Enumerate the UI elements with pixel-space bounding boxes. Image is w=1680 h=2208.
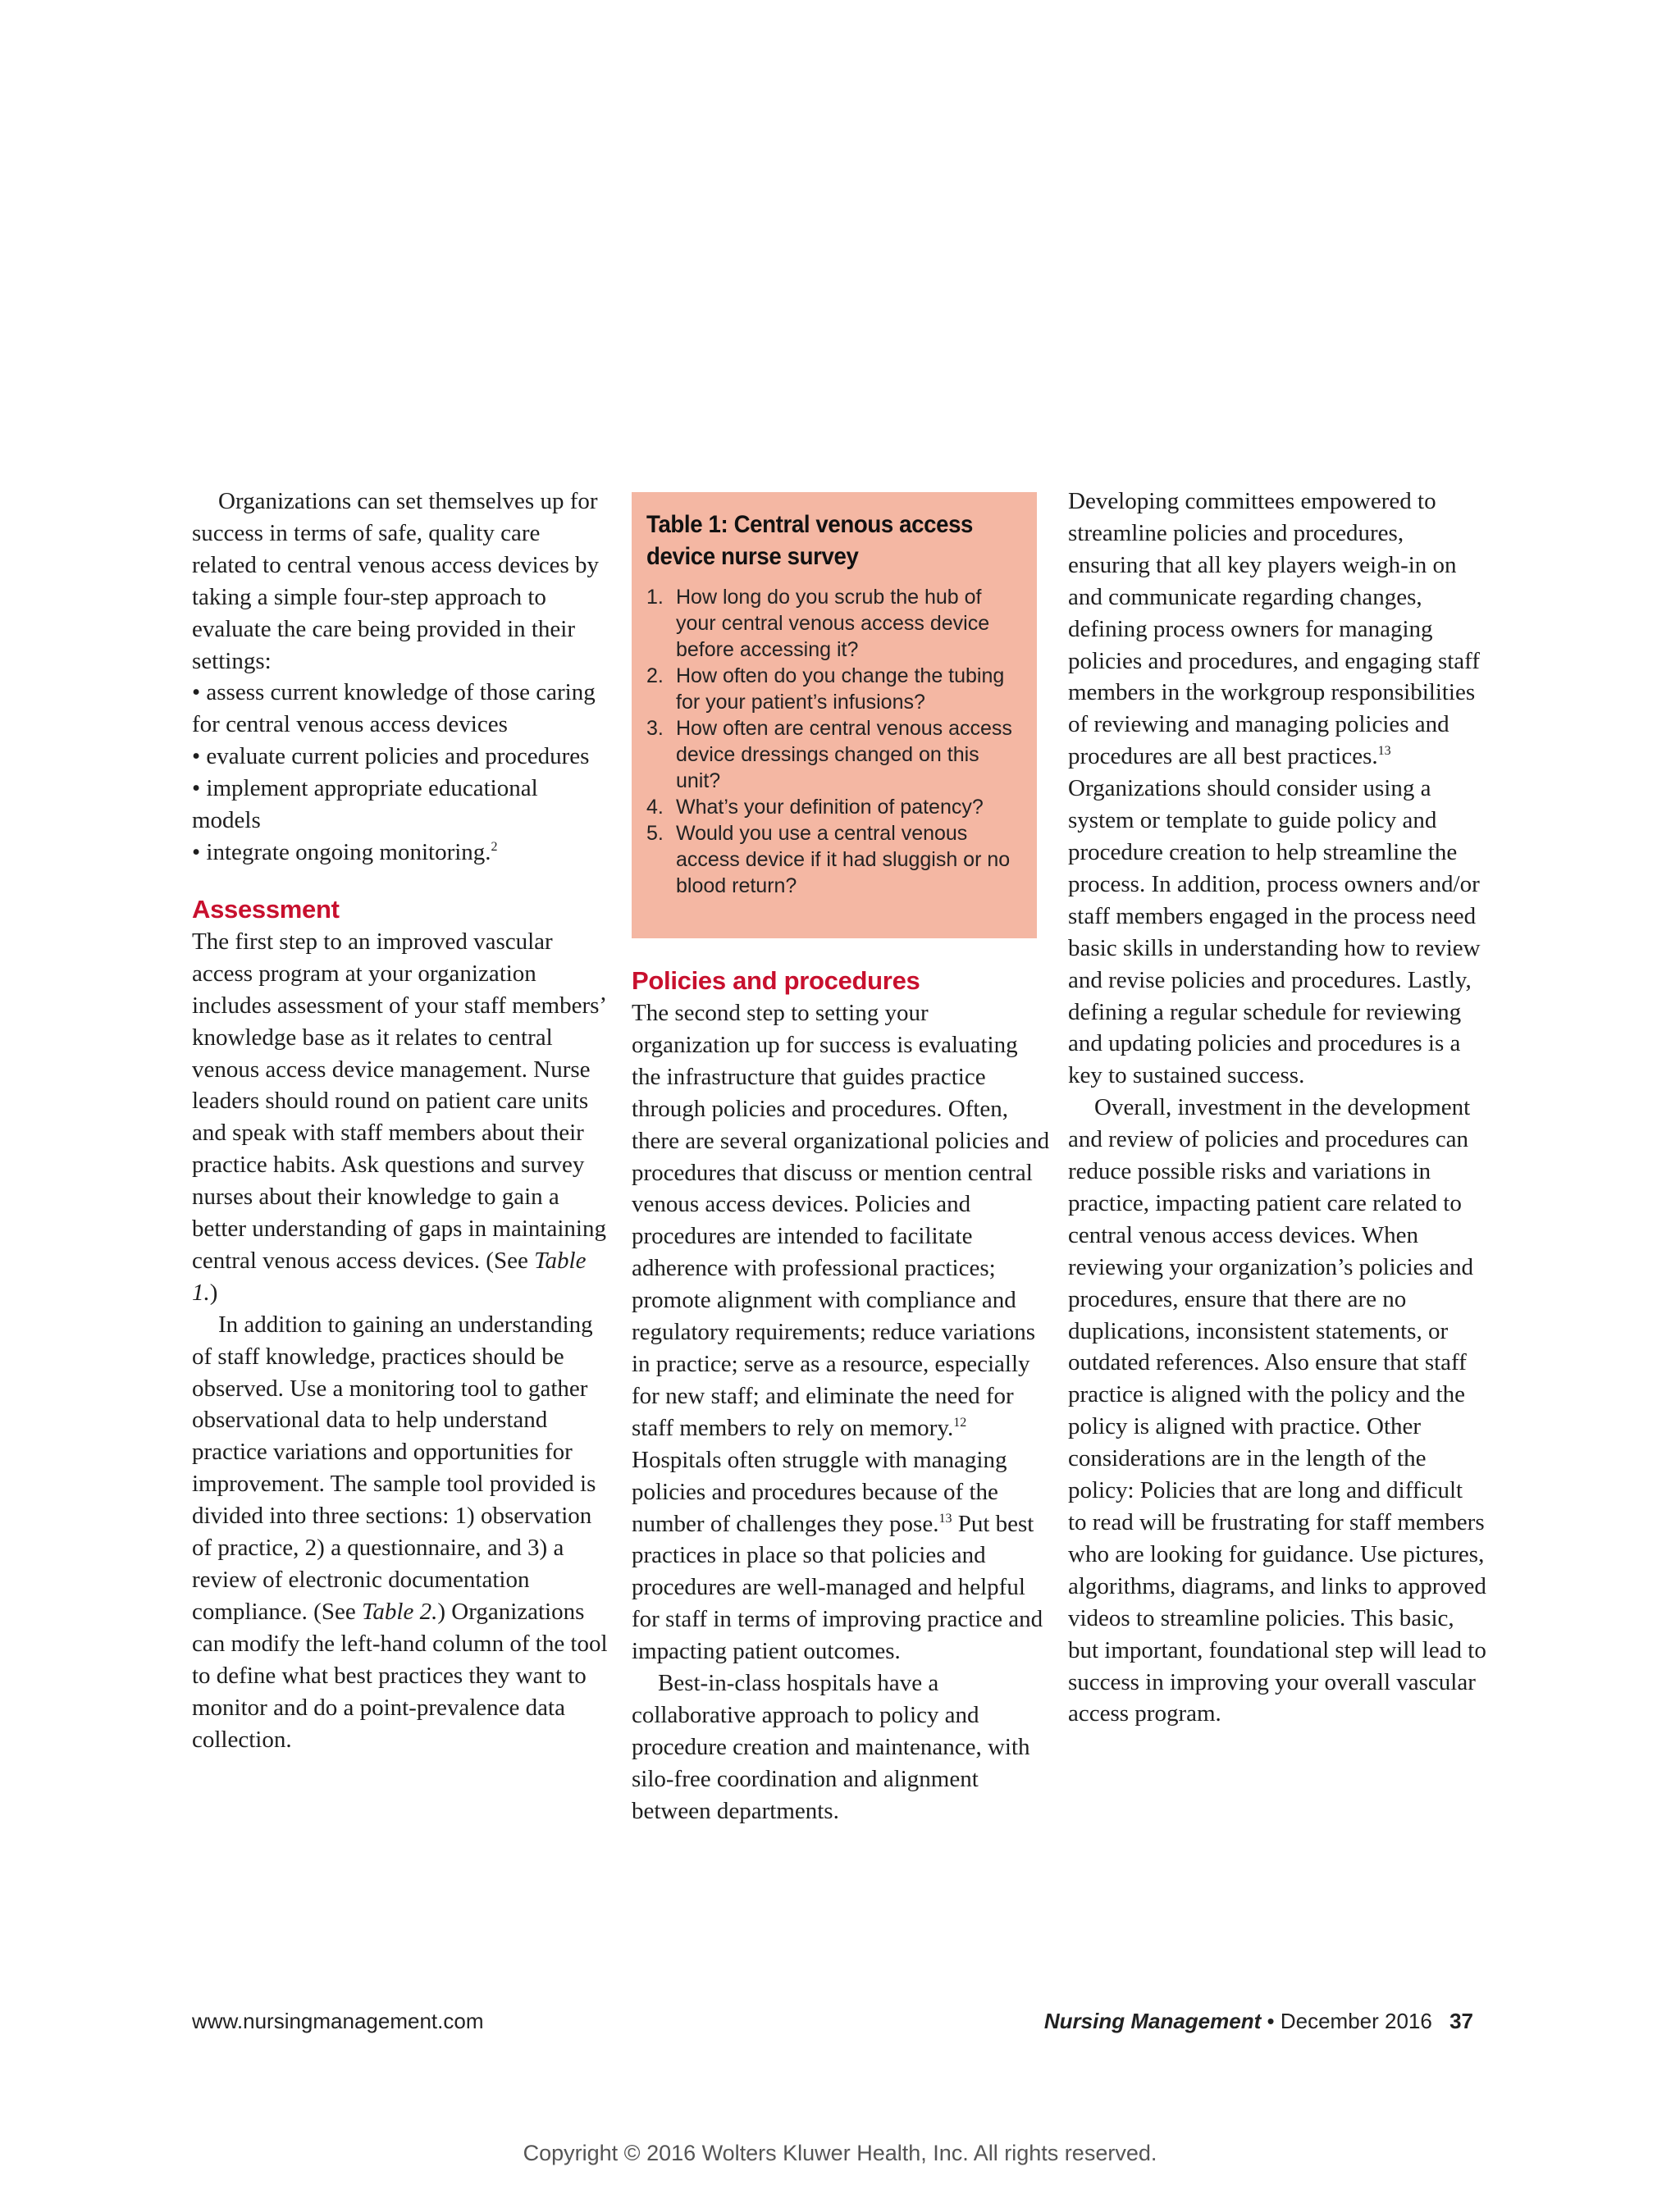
column-right: [1068, 486, 1486, 1730]
question-number: 2.: [646, 664, 664, 687]
question-text: Would you use a central venous access device if it had sluggish or no blood return?: [676, 822, 1011, 897]
assessment-heading: Assessment: [192, 894, 340, 924]
assessment-paragraph-1: [192, 926, 610, 1309]
table1-reference: Table 1.: [192, 1247, 587, 1306]
column-middle: [632, 965, 1050, 1827]
magazine-name: Nursing Management: [1043, 2009, 1262, 2033]
table1-question-list: [646, 584, 1020, 899]
citation-12: 12: [953, 1415, 967, 1430]
question-number: 1.: [646, 586, 664, 609]
policies-p1-text-c: Put best practices in place so that policies and procedures are well-managed and helpful for staff in terms of improving practice and impacting patient outcomes.: [632, 1510, 1043, 1665]
table1-question-2: [646, 663, 1020, 715]
table2-reference: Table 2.: [361, 1598, 438, 1625]
right-p1-text-b: Organizations should consider using a system or template to guide policy and procedure creation to help streamline the process. In addition, process owners and/or staff members engaged in the process need basic skills in understanding how to review and revise policies and procedures. Lastly, defining a regular schedule for reviewing and updating policies and procedures is a key to sustained success.: [1068, 775, 1481, 1089]
table1-question-4: [646, 794, 1020, 820]
policies-paragraph-1: [632, 997, 1050, 1667]
assessment-p2-text-b: ) Organizations can modify the left-hand column of the tool to define what best practices they want to monitor and do a point-prevalence data collection.: [192, 1598, 608, 1753]
table1-question-1: [646, 584, 1020, 663]
column-left: [192, 486, 610, 1755]
assessment-p2-text-a: In addition to gaining an understanding of staff knowledge, practices should be observed. Use a monitoring tool to gather observational data to help understand practice variations and opportunities for improvement. The sample tool provided is divided into three sections: 1) observation of practice, 2) a questionnaire, and 3) a review of electronic documentation compliance. (See: [192, 1311, 596, 1625]
policies-heading: Policies and procedures: [632, 966, 920, 995]
citation-2: 2: [491, 839, 498, 854]
question-text: What’s your definition of patency?: [676, 796, 984, 819]
bullet-evaluate: • evaluate current policies and procedures: [192, 743, 590, 770]
question-number: 3.: [646, 717, 664, 740]
issue-date: December 2016: [1280, 2009, 1432, 2033]
footer-url: www.nursingmanagement.com: [192, 2009, 484, 2033]
question-text: How often are central venous access device dressings changed on this unit?: [676, 717, 1012, 792]
copyright-notice: Copyright © 2016 Wolters Kluwer Health, Inc. All rights reserved.: [523, 2141, 1157, 2165]
policies-p1-text-a: The second step to setting your organization up for success is evaluating the infrastructure that guides practice through policies and procedures. Often, there are several organizational policies and procedures that discuss or mention central venous access devices. Policies and procedures are intended to facilitate adherence with professional practices; promote alignment with compliance and regulatory requirements; reduce variations in practice; serve as a resource, especially for new staff; and eliminate the need for staff members to rely on memory.: [632, 1000, 1050, 1441]
bullet-implement: • implement appropriate educational models: [192, 775, 538, 834]
page-number: 37: [1449, 2009, 1473, 2033]
bullet-assess: • assess current knowledge of those caring for central venous access devices: [192, 679, 596, 738]
question-text: How long do you scrub the hub of your central venous access device before accessing it?: [676, 586, 990, 661]
right-paragraph-1: [1068, 486, 1486, 1092]
assessment-paragraph-2: [192, 1309, 610, 1756]
question-number: 5.: [646, 822, 664, 845]
bullet-integrate: [192, 837, 610, 869]
table1-question-3: [646, 715, 1020, 794]
citation-13: 13: [938, 1511, 952, 1526]
citation-13: 13: [1377, 744, 1391, 759]
policies-paragraph-2: Best-in-class hospitals have a collaborative approach to policy and procedure creation and maintenance, with silo-free coordination and alignment between departments.: [632, 1670, 1030, 1824]
table1-box: [632, 492, 1037, 938]
question-number: 4.: [646, 796, 664, 819]
policies-p1-text-b: Hospitals often struggle with managing policies and procedures because of the number of challenges they pose.: [632, 1446, 1007, 1537]
table1-title: Table 1: Central venous access device nurse survey: [646, 511, 974, 570]
right-paragraph-2: Overall, investment in the development and review of policies and procedures can reduce possible risks and variations in practice, impacting patient care related to central venous access devices. When reviewing your organization’s policies and procedures, ensure that there are no duplications, inconsistent statements, or outdated references. Also ensure that staff practice is aligned with the policy and the policy is aligned with practice. Other considerations are in the length of the policy: Policies that are long and difficult to read will be frustrating for staff members who are looking for guidance. Use pictures, algorithms, diagrams, and links to approved videos to streamline policies. This basic, but important, foundational step will lead to success in improving your overall vascular access program.: [1068, 1094, 1486, 1727]
table1-question-5: [646, 820, 1020, 899]
bullet-integrate-text: • integrate ongoing monitoring.: [192, 838, 491, 865]
footer-citation: [1044, 2009, 1473, 2034]
assessment-p1-text: The first step to an improved vascular access program at your organization includes assessment of your staff members’ knowledge base as it relates to central venous access device management. Nurse leaders should round on patient care units and speak with staff members about their practice habits. Ask questions and survey nurses about their knowledge to gain a better understanding of gaps in maintaining central venous access devices. (See: [192, 928, 606, 1274]
footer-separator: •: [1267, 2009, 1275, 2033]
question-text: How often do you change the tubing for your patient’s infusions?: [676, 664, 1005, 714]
right-p1-text-a: Developing committees empowered to streamline policies and procedures, ensuring that all key players weigh-in on and communicate regarding changes, defining process owners for managing policies and procedures, and engaging staff members in the workgroup responsibilities of reviewing and managing policies and procedures are all best practices.: [1068, 488, 1480, 770]
assessment-p1-end: ): [209, 1279, 218, 1306]
intro-paragraph: Organizations can set themselves up for success in terms of safe, quality care related to central venous access devices by taking a simple four-step approach to evaluate the care being provided in their settings:: [192, 488, 600, 674]
